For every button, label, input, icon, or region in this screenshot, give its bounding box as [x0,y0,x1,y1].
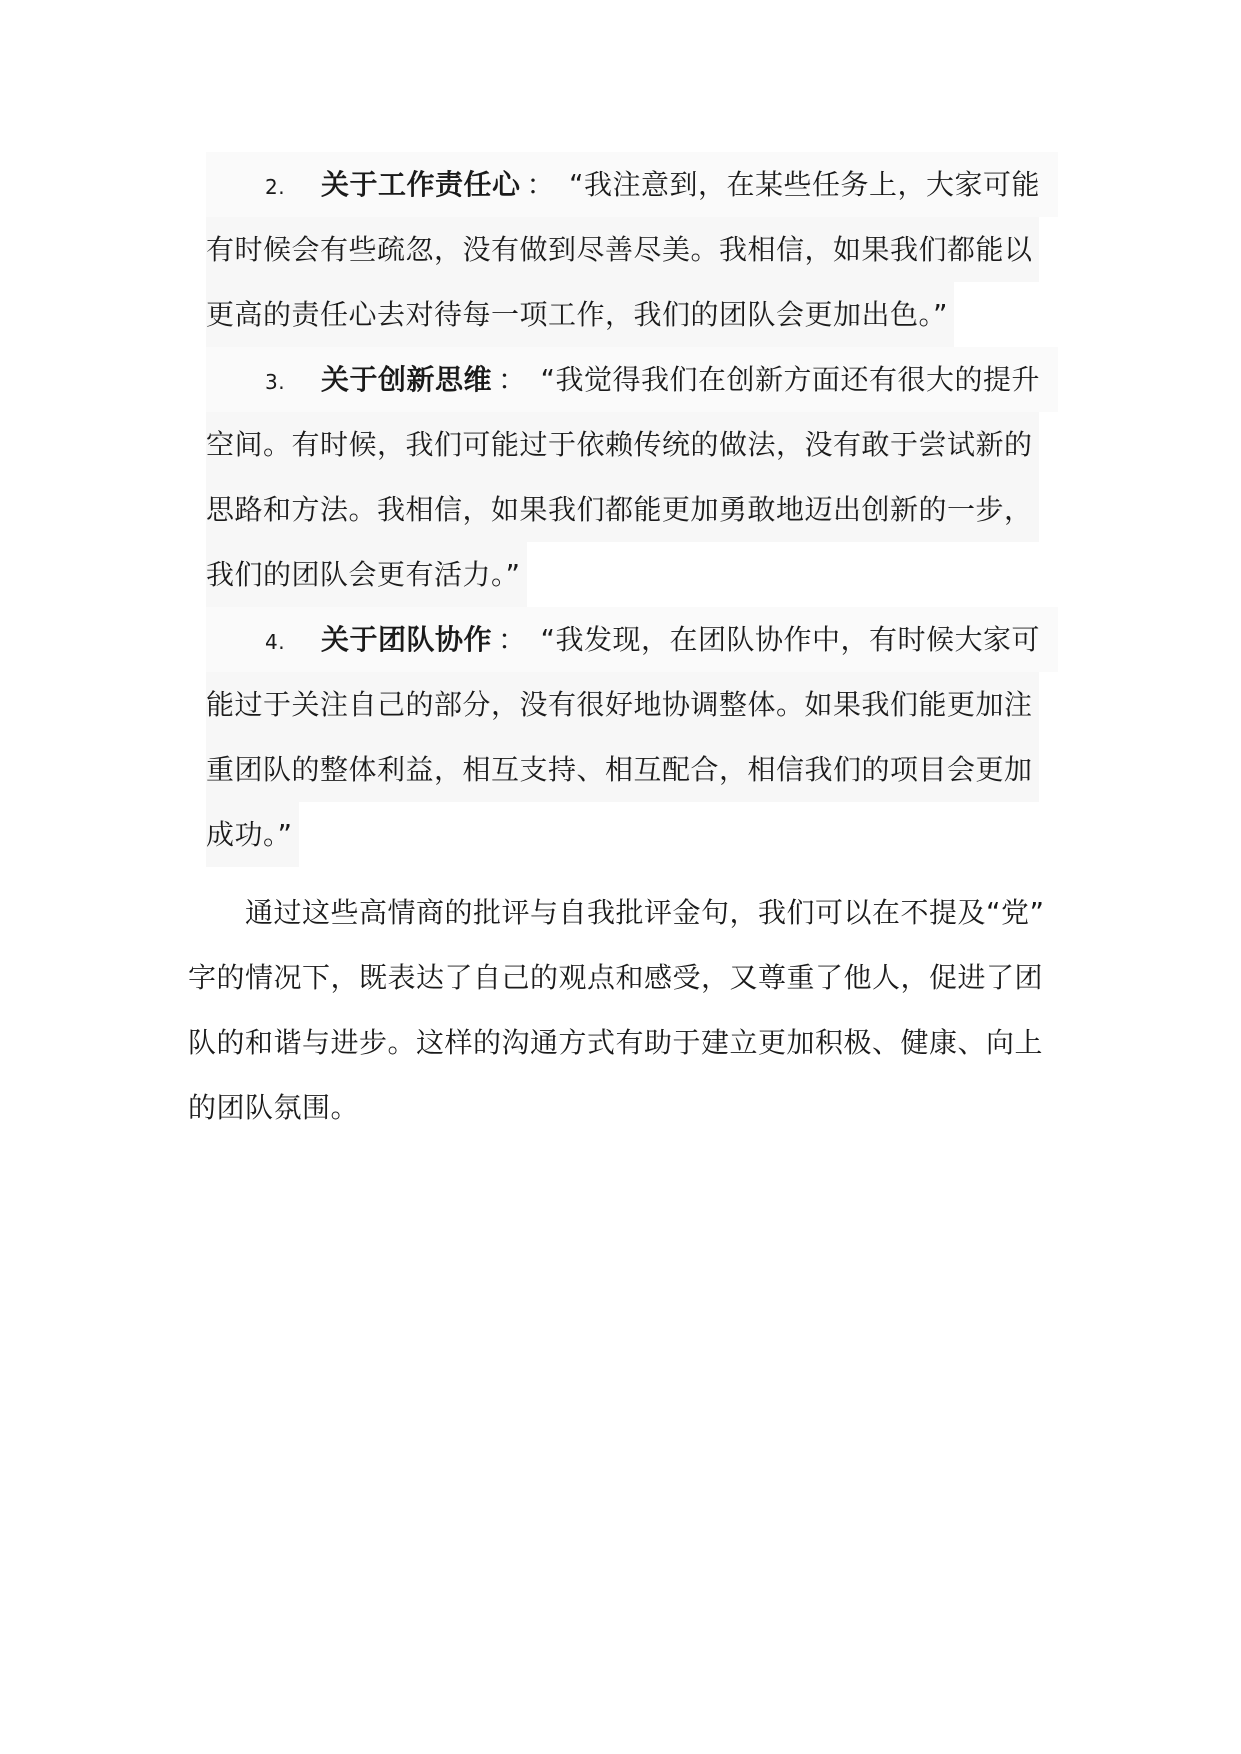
list-item-first-line [206,347,1058,412]
list-item-text: 能过于关注自己的部分，没有很好地协调整体。如果我们能更加注 [206,672,1039,737]
list-item-text: 有时候会有些疏忽，没有做到尽善尽美。我相信，如果我们都能以 [206,217,1039,282]
list-item-heading: 关于创新思维 [321,363,493,396]
list-number: 4. [265,630,286,654]
list-item-work-responsibility [206,152,1058,347]
paragraph-line: 队的和谐与进步。这样的沟通方式有助于建立更加积极、健康、向上 [188,1026,1044,1059]
list-item-innovation-thinking [206,347,1058,607]
list-item-colon: ： [498,363,527,396]
list-item-text: 我们的团队会更有活力。” [206,542,527,607]
list-item-heading: 关于工作责任心 [321,168,521,201]
list-item-heading: 关于团队协作 [321,623,493,656]
list-item-first-line [206,607,1058,672]
list-item-text: “我发现，在团队协作中，有时候大家可 [540,623,1041,656]
list-item-colon: ： [526,168,556,201]
conclusion-paragraph [188,880,1058,1140]
list-number: 2. [265,175,286,199]
list-number: 3. [265,370,286,394]
list-item-text: 空间。有时候，我们可能过于依赖传统的做法，没有敢于尝试新的 [206,412,1039,477]
list-item-first-line [206,152,1058,217]
paragraph-line: 通过这些高情商的批评与自我批评金句，我们可以在不提及“党” [245,896,1045,929]
list-item-text: 成功。” [206,802,299,867]
list-item-text: “我注意到，在某些任务上，大家可能 [569,168,1041,201]
list-item-team-collaboration [206,607,1058,867]
paragraph-line: 字的情况下，既表达了自己的观点和感受，又尊重了他人，促进了团 [188,961,1044,994]
list-item-text: 思路和方法。我相信，如果我们都能更加勇敢地迈出创新的一步， [206,477,1039,542]
list-item-text: 更高的责任心去对待每一项工作，我们的团队会更加出色。” [206,282,954,347]
paragraph-line: 的团队氛围。 [188,1091,360,1124]
list-item-text: 重团队的整体利益，相互支持、相互配合，相信我们的项目会更加 [206,737,1039,802]
list-item-text: “我觉得我们在创新方面还有很大的提升 [540,363,1041,396]
list-item-colon: ： [498,623,527,656]
